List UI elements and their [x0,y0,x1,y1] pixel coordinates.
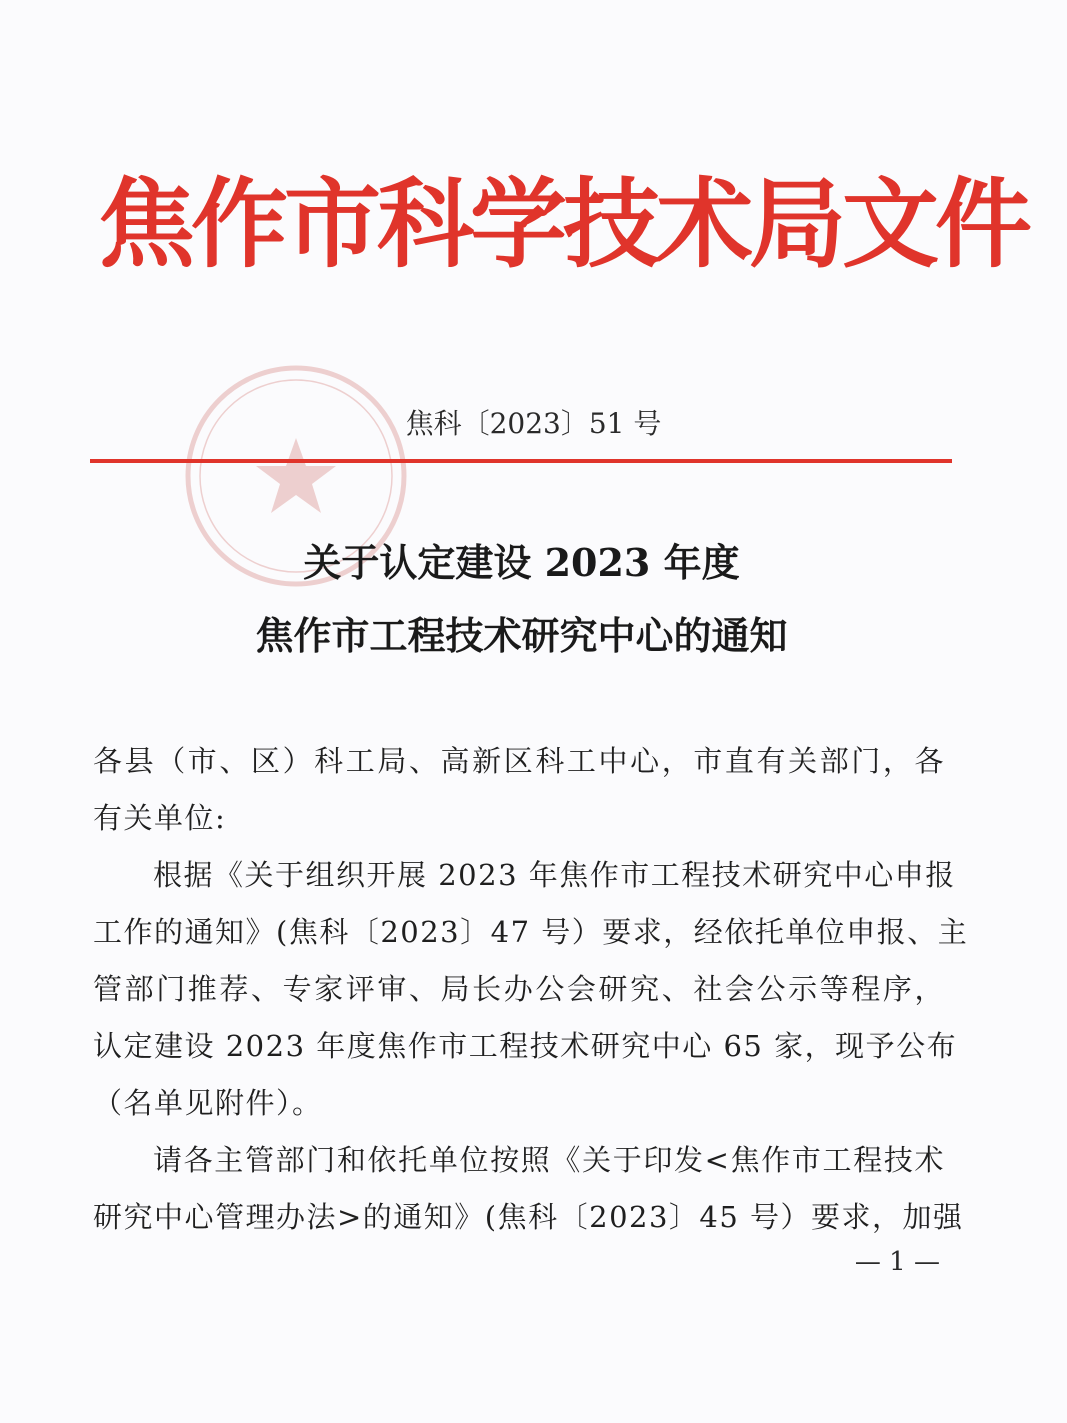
paragraph-1-line-3: 管部门推荐、专家评审、局长办公会研究、社会公示等程序， [93,972,945,1006]
addressee-line-2: 有关单位: [93,801,227,835]
paragraph-1-line-2: 工作的通知》(焦科〔2023〕47 号）要求，经依托单位申报、主 [93,915,969,949]
notice-body [93,733,969,1246]
paragraph-2-line-1: 请各主管部门和依托单位按照《关于印发<焦作市工程技术 [153,1143,945,1177]
paragraph-1-line-1: 根据《关于组织开展 2023 年焦作市工程技术研究中心申报 [153,858,956,892]
notice-title-line-1: 关于认定建设 2023 年度 [303,540,740,585]
document-number: 焦科〔2023〕51 号 [405,407,662,440]
paragraph-2-line-2: 研究中心管理办法>的通知》(焦科〔2023〕45 号）要求，加强 [93,1200,964,1234]
masthead-title: 焦作市科学技术局文件 [98,168,1028,281]
paragraph-1-line-4: 认定建设 2023 年度焦作市工程技术研究中心 65 家，现予公布 [93,1029,958,1063]
red-divider-line [90,459,952,463]
addressee-line-1: 各县（市、区）科工局、高新区科工中心，市直有关部门，各 [93,744,945,778]
notice-title-line-2: 焦作市工程技术研究中心的通知 [255,613,788,658]
page-number: — 1 — [854,1247,940,1277]
paragraph-1-line-5: （名单见附件）。 [93,1086,323,1120]
